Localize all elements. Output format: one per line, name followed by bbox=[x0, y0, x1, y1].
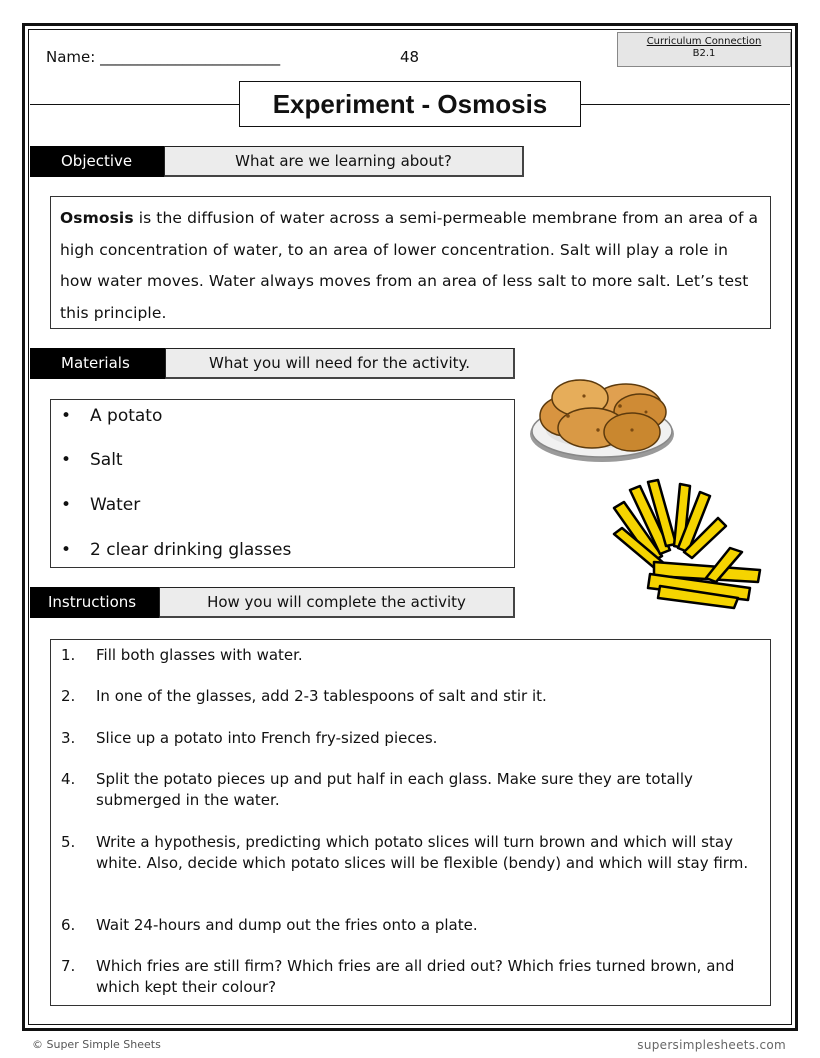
materials-box: • A potato • Salt • Water • 2 clear drinking glasses bbox=[50, 399, 515, 568]
materials-header bbox=[30, 348, 515, 379]
instructions-header bbox=[30, 587, 515, 618]
objective-header bbox=[30, 146, 524, 177]
instructions-box: 1. Fill both glasses with water. 2. In one of the glasses, add 2-3 tablespoons of salt and stir it. 3. Slice up a potato into French fry-sized pieces. 4. Split the potato pieces up and put half in each glass. Make sure they are totally submerged in the water. 5. Write a hypothesis, predicting which potato slices will turn brown and which will stay white. Also, decide which potato slices will be flexible (bendy) and which will stay firm. 6. Wait 24-hours and dump out the fries onto a plate. 7. Which fries are still firm? Which fries are all dried out? Which fries turned brown, and which kept their colour? bbox=[50, 639, 771, 1006]
materials-label: Materials bbox=[30, 348, 166, 379]
page-number: 48 bbox=[400, 48, 420, 66]
objective-text bbox=[51, 197, 770, 329]
instructions-description: How you will complete the activity bbox=[159, 587, 515, 618]
potatoes-on-plate-icon bbox=[528, 368, 680, 466]
name-field-label: Name: ________________________ bbox=[46, 48, 281, 66]
footer-copyright: © Super Simple Sheets bbox=[32, 1038, 161, 1051]
materials-description: What you will need for the activity. bbox=[165, 348, 515, 379]
curriculum-code: B2.1 bbox=[692, 48, 716, 59]
objective-definition: is the diffusion of water across a semi-permeable membrane from an area of a high concentration of water, to an area of lower concentration. Salt will play a role in how water moves. Water always moves from an area of less salt to more salt. Let’s test this principle. bbox=[60, 209, 759, 322]
page-title: Experiment - Osmosis bbox=[239, 81, 581, 127]
french-fries-icon bbox=[610, 478, 765, 610]
footer-website: supersimplesheets.com bbox=[637, 1038, 786, 1052]
objective-box bbox=[50, 196, 771, 329]
objective-description: What are we learning about? bbox=[164, 146, 524, 177]
instructions-label: Instructions bbox=[30, 587, 160, 618]
objective-term: Osmosis bbox=[60, 209, 134, 227]
objective-label: Objective bbox=[30, 146, 165, 177]
curriculum-connection-box bbox=[617, 32, 791, 67]
curriculum-connection-title: Curriculum Connection bbox=[646, 36, 762, 47]
